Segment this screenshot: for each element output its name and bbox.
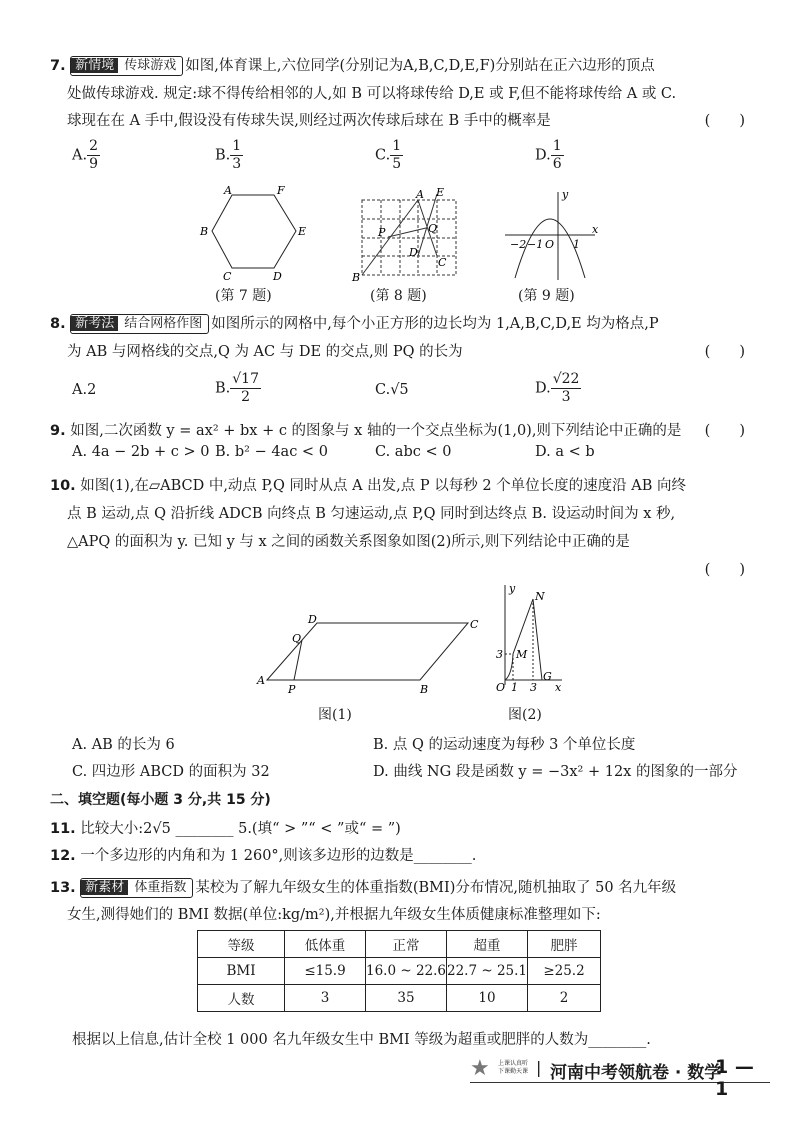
section-heading: 二、填空题(每小题 3 分,共 15 分) [50, 792, 271, 808]
q7-option-d: D. $\frac{1}{6}$ [535, 138, 562, 172]
svg-text:P: P [288, 683, 296, 696]
q10-option-d: D. 曲线 NG 段是函数 y = −3x² + 12x 的图象的一部分 [373, 764, 738, 780]
q10-option-c: C. 四边形 ABCD 的面积为 32 [72, 764, 270, 780]
q7-number: 7. [50, 58, 66, 74]
q8-answer-paren: ( ) [704, 344, 745, 360]
svg-text:O: O [496, 681, 506, 694]
q8-option-c: C.√5 [375, 382, 409, 398]
svg-text:x: x [555, 681, 562, 694]
svg-text:B: B [352, 271, 361, 284]
svg-text:D: D [409, 246, 418, 259]
hexagon-figure [212, 195, 296, 268]
svg-text:Q: Q [428, 222, 438, 235]
q10-line3: △APQ 的面积为 y. 已知 y 与 x 之间的函数关系图象如图(2)所示,则下列结论中正确的是 [67, 534, 630, 550]
q8-option-a: A.2 [72, 382, 97, 398]
svg-text:x: x [592, 223, 599, 236]
bmi-table [197, 930, 601, 1012]
tag-topic: 传球游戏 [124, 58, 177, 73]
q10-option-b: B. 点 Q 的运动速度为每秒 3 个单位长度 [373, 737, 636, 753]
q9-answer-paren: ( ) [704, 423, 745, 439]
svg-text:B: B [200, 225, 209, 238]
q7-option-a: A. $\frac{2}{9}$ [72, 138, 99, 172]
svg-text:C: C [223, 270, 232, 283]
q8-line1: 8. 新考法 结合网格作图 如图所示的网格中,每个小正方形的边长均为 1,A,B,C,D,E 均为格点,P [50, 316, 659, 332]
svg-text:y: y [509, 582, 516, 595]
svg-text:A: A [416, 188, 424, 201]
q10-answer-paren: ( ) [704, 562, 745, 578]
svg-text:D: D [308, 613, 317, 626]
q9-line1: 9. 如图,二次函数 y = ax² + bx + c 的图象与 x 轴的一个交点坐标为(1,0),则下列结论中正确的是 [50, 423, 682, 439]
caption-q7: (第 7 题) [215, 288, 272, 304]
q7-line3: 球现在在 A 手中,假设没有传球失误,则经过两次传球后球在 B 手中的概率是 [67, 113, 551, 129]
q8-tag: 新考法 结合网格作图 [70, 314, 209, 334]
table-row: 等级 低体重 正常 超重 肥胖 [198, 931, 601, 958]
svg-text:M: M [516, 648, 528, 661]
parabola-figure [505, 192, 595, 280]
q13-line1: 13. 新素材 体重指数 某校为了解九年级女生的体重指数(BMI)分布情况,随机抽取了 50 名九年级 [50, 880, 677, 896]
svg-text:E: E [436, 186, 445, 199]
figures-q10 [250, 580, 580, 700]
q10-line1: 10. 如图(1),在▱ABCD 中,动点 P,Q 同时从点 A 出发,点 P 以每秒 2 个单位长度的速度沿 AB 向终 [50, 478, 687, 494]
svg-text:C: C [438, 256, 447, 269]
svg-text:A: A [224, 184, 232, 197]
figures-q7-q9 [180, 180, 630, 290]
q13-tag: 新素材 体重指数 [80, 878, 193, 898]
svg-text:Q: Q [292, 632, 302, 645]
logo-star-icon: ★ [470, 1056, 490, 1081]
svg-text:P: P [378, 226, 386, 239]
q13-line2: 女生,测得她们的 BMI 数据(单位:kg/m²),并根据九年级女生体质健康标准整理如下: [67, 907, 601, 923]
q7-answer-paren: ( ) [704, 113, 745, 129]
tag-new: 新情境 [71, 58, 118, 73]
q9-option-d: D. a < b [535, 444, 595, 460]
svg-text:G: G [543, 670, 552, 683]
svg-text:N: N [535, 590, 545, 603]
svg-text:1: 1 [573, 238, 580, 251]
q9-option-c: C. abc < 0 [375, 444, 452, 460]
caption-fig2: 图(2) [508, 707, 542, 723]
q10-option-a: A. AB 的长为 6 [72, 737, 175, 753]
svg-text:A: A [257, 674, 265, 687]
q8-option-d: D. $\frac{√22}{3}$ [535, 371, 580, 405]
function-graph [505, 585, 562, 685]
caption-q9: (第 9 题) [518, 288, 575, 304]
svg-text:B: B [420, 683, 429, 696]
q12: 12. 一个多边形的内角和为 1 260°,则该多边形的边数是________. [50, 848, 477, 864]
caption-fig1: 图(1) [318, 707, 352, 723]
svg-text:O: O [545, 238, 555, 251]
q7-option-c: C. $\frac{1}{5}$ [375, 138, 402, 172]
svg-text:−2: −2 [510, 238, 527, 251]
q9-option-b: B. b² − 4ac < 0 [215, 444, 328, 460]
q7-line2: 处做传球游戏. 规定:球不得传给相邻的人,如 B 可以将球传给 D,E 或 F,但不能将球传给 A 或 C. [67, 86, 677, 102]
q7-option-b: B. $\frac{1}{3}$ [215, 138, 242, 172]
footer-title: 河南中考领航卷 · 数学 [550, 1063, 722, 1083]
svg-text:3: 3 [496, 648, 503, 661]
svg-text:y: y [562, 188, 569, 201]
svg-text:E: E [298, 225, 307, 238]
table-row: BMI ≤15.9 16.0 ~ 22.6 22.7 ~ 25.1 ≥25.2 [198, 958, 601, 985]
q8-line2: 为 AB 与网格线的交点,Q 为 AC 与 DE 的交点,则 PQ 的长为 [67, 344, 463, 360]
q9-option-a: A. 4a − 2b + c > 0 [72, 444, 210, 460]
svg-text:−1: −1 [527, 238, 544, 251]
q10-line2: 点 B 运动,点 Q 沿折线 ADCB 向终点 B 匀速运动,点 P,Q 同时到达终点 B. 设运动时间为 x 秒, [67, 506, 676, 522]
svg-text:F: F [277, 184, 285, 197]
q7-tag [70, 56, 183, 76]
q7-text: 如图,体育课上,六位同学(分别记为A,B,C,D,E,F)分别站在正六边形的顶点 [185, 58, 655, 74]
q11: 11. 比较大小:2√5 ________ 5.(填“ > ”“ < ”或“ = ”) [50, 821, 401, 837]
svg-text:1: 1 [511, 681, 518, 694]
q8-option-b: B. $\frac{√17}{2}$ [215, 371, 260, 405]
svg-text:3: 3 [530, 681, 537, 694]
caption-q8: (第 8 题) [370, 288, 427, 304]
q7-line1 [50, 54, 655, 76]
footer: ★ 上课认真听 下课勤天课 | 河南中考领航卷 · 数学 1 — 1 [470, 1056, 770, 1083]
q13-line3: 根据以上信息,估计全校 1 000 名九年级女生中 BMI 等级为超重或肥胖的人数为________. [72, 1032, 651, 1048]
svg-text:C: C [470, 618, 479, 631]
svg-text:D: D [273, 270, 282, 283]
logo-text: 上课认真听 下课勤天课 [498, 1060, 529, 1075]
table-row: 人数 3 35 10 2 [198, 985, 601, 1012]
page-number: 1 — 1 [715, 1056, 754, 1100]
